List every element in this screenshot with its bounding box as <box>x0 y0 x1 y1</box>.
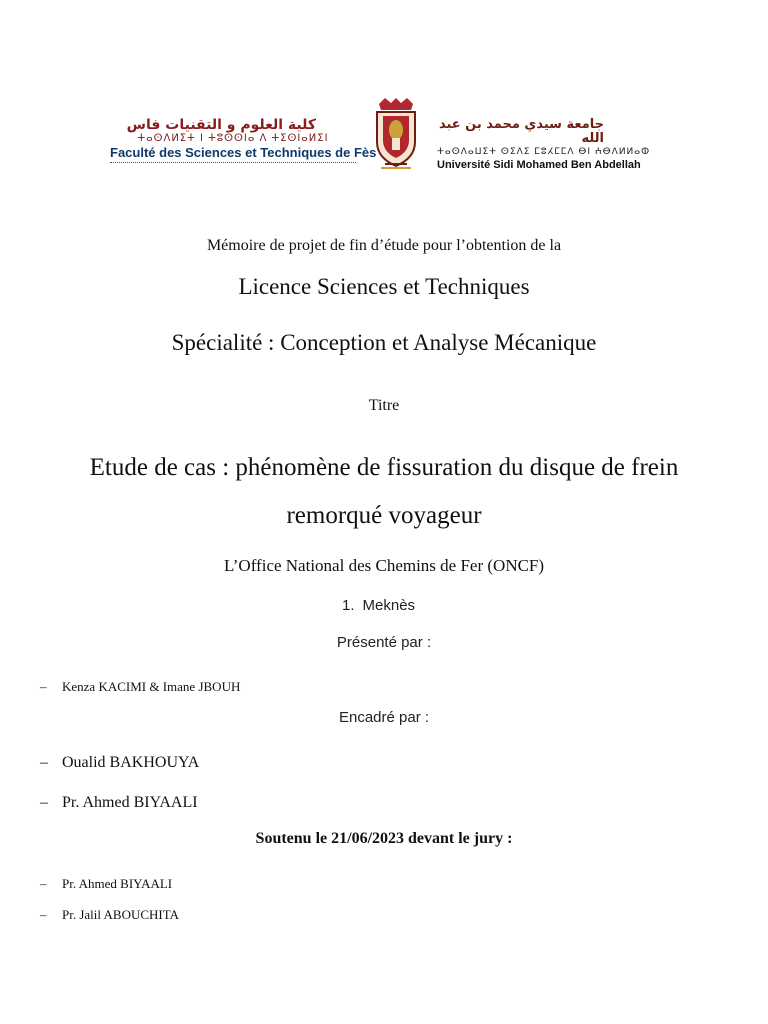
fst-name-arabic: كلية العلوم و التقنيات فاس <box>126 117 316 133</box>
city-list-item <box>342 597 415 614</box>
supervised-by-label: Encadré par : <box>338 709 430 726</box>
defense-statement: Soutenu le 21/06/2023 devant le jury : <box>255 830 513 847</box>
bullet-dash: – <box>40 754 48 771</box>
jury-member-name: Pr. Jalil ABOUCHITA <box>62 907 180 922</box>
jury-item <box>40 876 172 892</box>
intro-text: Mémoire de projet de fin d’étude pour l’obtention de la <box>206 237 562 254</box>
supervisor-item <box>40 754 199 772</box>
supervisor-name: Pr. Ahmed BIYAALI <box>62 794 198 811</box>
degree-title: Licence Sciences et Techniques <box>238 274 530 299</box>
bullet-dash: – <box>40 907 47 922</box>
title-label: Titre <box>368 397 400 414</box>
usmba-name-tifinagh: ⵜⴰⵙⴷⴰⵡⵉⵜ ⵙⵉⴷⵉ ⵎⵓⵃⵎⵎⴷ ⴱⵏ ⵄⴱⴷⵍⵍⴰⵀ <box>437 147 651 157</box>
list-number: 1. <box>342 597 355 614</box>
jury-item <box>40 907 179 923</box>
thesis-title-line1: Etude de cas : phénomène de fissuration du disque de frein <box>89 454 679 481</box>
bullet-dash: – <box>40 679 47 694</box>
supervisor-name: Oualid BAKHOUYA <box>62 754 200 771</box>
bullet-dash: – <box>40 794 48 811</box>
thesis-title-line2: remorqué voyageur <box>286 502 482 529</box>
fst-name-tifinagh: ⵜⴰⵙⴷⵍⵉⵜ ⵏ ⵜⵓⵙⵙⵏⴰ ⴷ ⵜⵉⵙⵏⴰⵍⵉⵏ <box>137 133 329 144</box>
presented-by-label: Présenté par : <box>336 634 432 651</box>
bullet-dash: – <box>40 876 47 891</box>
usmba-name-arabic: جامعة سيدي محمد بن عبد الله <box>438 117 604 146</box>
supervisor-item <box>40 794 198 812</box>
fst-logo <box>110 117 377 165</box>
fst-name-french: Faculté des Sciences et Techniques de Fès <box>110 145 377 160</box>
usmba-name-french: Université Sidi Mohamed Ben Abdellah <box>437 159 641 171</box>
specialty-title: Spécialité : Conception et Analyse Mécanique <box>171 330 597 355</box>
fst-underline <box>110 162 356 165</box>
jury-member-name: Pr. Ahmed BIYAALI <box>62 876 173 891</box>
usmba-logo <box>437 117 651 172</box>
university-crest-icon <box>371 98 421 170</box>
city-name: Meknès <box>362 597 416 614</box>
organization: L’Office National des Chemins de Fer (ONCF) <box>223 556 545 575</box>
authors-item <box>40 679 240 695</box>
authors-names: Kenza KACIMI & Imane JBOUH <box>62 679 241 694</box>
